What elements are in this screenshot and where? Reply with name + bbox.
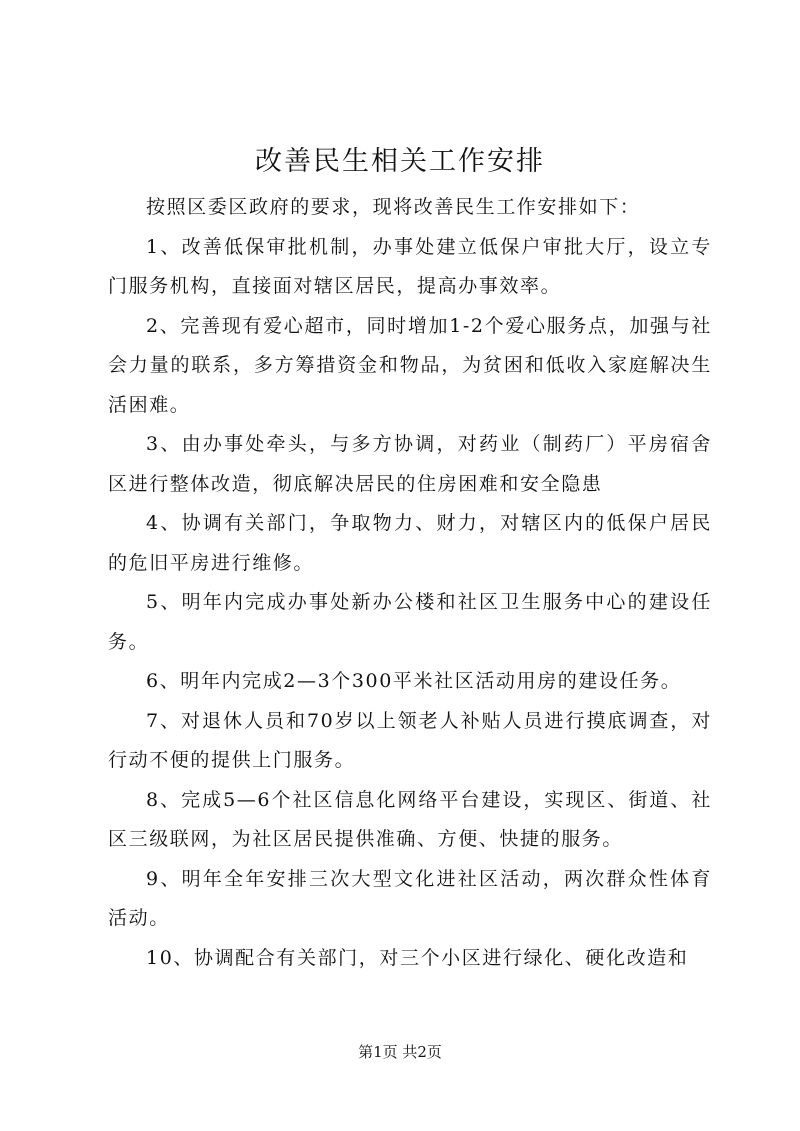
- paragraph-item-7: 7、对退休人员和70岁以上领老人补贴人员进行摸底调查，对行动不便的提供上门服务。: [108, 709, 712, 771]
- paragraph-intro: 按照区委区政府的要求，现将改善民生工作安排如下：: [146, 196, 641, 218]
- paragraph-item-2: 2、完善现有爱心超市，同时增加1-2个爱心服务点，加强与社会力量的联系，多方筹措资金和物品，为贫困和低收入家庭解决生活困难。: [108, 314, 712, 416]
- page-number: 第1页 共2页: [358, 1043, 442, 1061]
- paragraph-item-9: 9、明年全年安排三次大型文化进社区活动，两次群众性体育活动。: [108, 867, 712, 929]
- paragraph-item-6: 6、明年内完成2—3个300平米社区活动用房的建设任务。: [146, 670, 682, 692]
- paragraph-item-4: 4、协调有关部门，争取物力、财力，对辖区内的低保户居民的危旧平房进行维修。: [108, 512, 712, 574]
- paragraph-item-1: 1、改善低保审批机制，办事处建立低保户审批大厅，设立专门服务机构，直接面对辖区居民，提高办事效率。: [108, 235, 712, 297]
- document-body: [108, 188, 712, 978]
- paragraph-item-10: 10、协调配合有关部门，对三个小区进行绿化、硬化改造和: [146, 946, 689, 969]
- document-title: 改善民生相关工作安排: [255, 146, 545, 177]
- paragraph-item-5: 5、明年内完成办事处新办公楼和社区卫生服务中心的建设任务。: [108, 591, 712, 653]
- paragraph-item-8: 8、完成5—6个社区信息化网络平台建设，实现区、街道、社区三级联网，为社区居民提供准确、方便、快捷的服务。: [108, 788, 712, 850]
- paragraph-item-3: 3、由办事处牵头，与多方协调，对药业（制药厂）平房宿舍区进行整体改造，彻底解决居民的住房困难和安全隐患: [108, 433, 712, 495]
